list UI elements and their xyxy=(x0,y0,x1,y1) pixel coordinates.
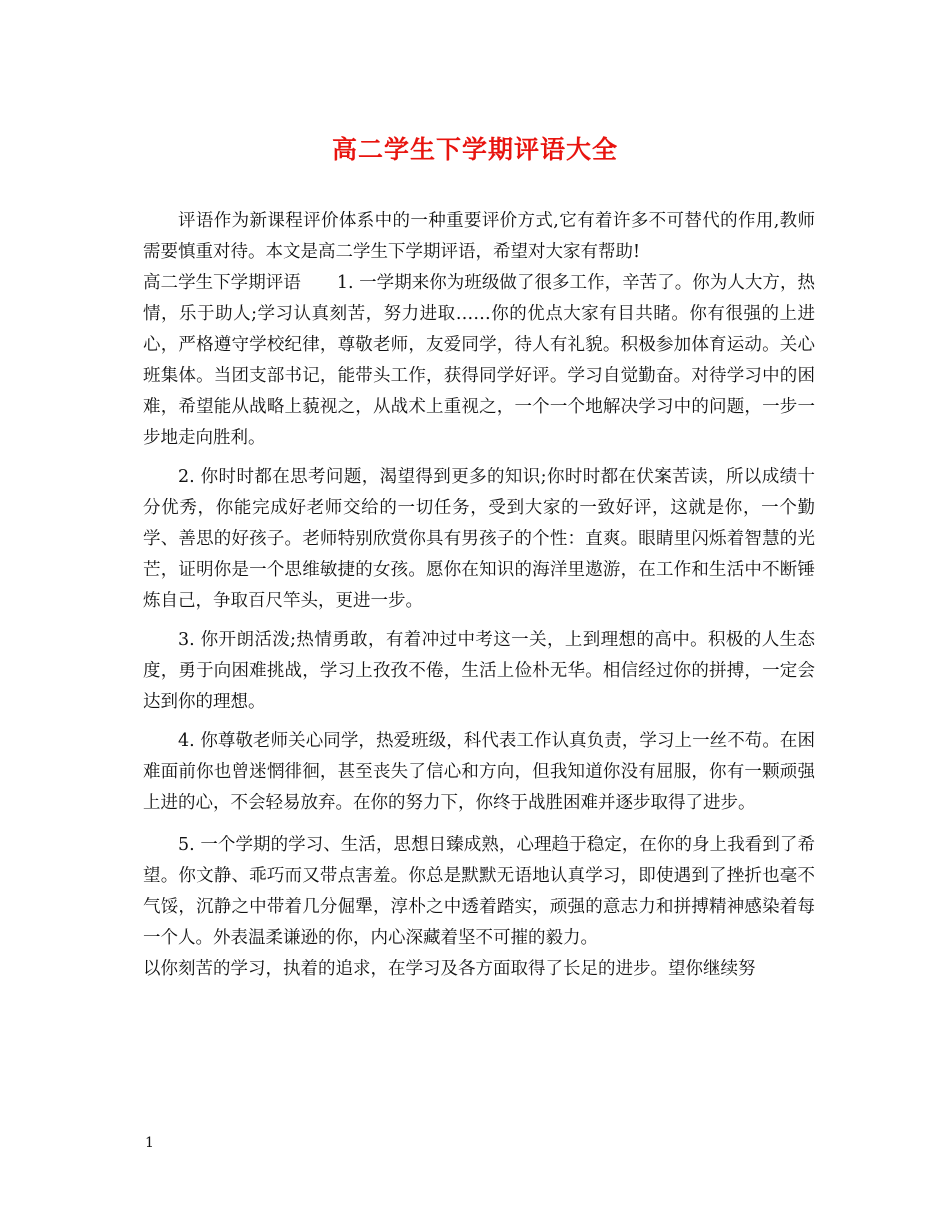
paragraph-2: 2. 你时时都在思考问题，渴望得到更多的知识;你时时都在伏案苦读，所以成绩十分优秀，你能完成好老师交给的一切任务，受到大家的一致好评，这就是你，一个勤学、善思的好孩子。老师特别欣赏你具有男孩子的个性：直爽。眼睛里闪烁着智慧的光芒，证明你是一个思维敏捷的女孩。愿你在知识的海洋里遨游，在工作和生活中不断锤炼自己，争取百尺竿头，更进一步。 xyxy=(143,467,815,611)
section-heading: 高二学生下学期评语 xyxy=(143,273,301,293)
document-body xyxy=(143,206,815,984)
document-title: 高二学生下学期评语大全 xyxy=(331,135,618,164)
paragraph-5: 5. 一个学期的学习、生活，思想日臻成熟，心理趋于稳定，在你的身上我看到了希望。你文静、乖巧而又带点害羞。你总是默默无语地认真学习，即使遇到了挫折也毫不气馁，沉静之中带着几分倔犟，淳朴之中透着踏实，顽强的意志力和拼搏精神感染着每一个人。外表温柔谦逊的你，内心深藏着坚不可摧的毅力。 xyxy=(143,835,815,948)
intro-paragraph: 评语作为新课程评价体系中的一种重要评价方式,它有着许多不可替代的作用,教师需要慎重对待。本文是高二学生下学期评语，希望对大家有帮助! xyxy=(143,211,815,262)
paragraph-1-text: 1. 一学期来你为班级做了很多工作，辛苦了。你为人大方，热情，乐于助人;学习认真刻苦，努力进取……你的优点大家有目共睹。你有很强的上进心，严格遵守学校纪律，尊敬老师，友爱同学，待人有礼貌。积极参加体育运动。关心班集体。当团支部书记，能带头工作，获得同学好评。学习自觉勤奋。对待学习中的困难，希望能从战略上藐视之，从战术上重视之，一个一个地解决学习中的问题，一步一步地走向胜利。 xyxy=(143,273,816,448)
paragraph-3: 3. 你开朗活泼;热情勇敢，有着冲过中考这一关，上到理想的高中。积极的人生态度，勇于向困难挑战，学习上孜孜不倦，生活上俭朴无华。相信经过你的拼搏，一定会达到你的理想。 xyxy=(143,630,815,712)
paragraph-6: 以你刻苦的学习，执着的追求，在学习及各方面取得了长足的进步。望你继续努 xyxy=(143,959,756,979)
paragraph-1 xyxy=(143,268,815,454)
page-number: 1 xyxy=(145,1135,154,1151)
paragraph-4: 4. 你尊敬老师关心同学，热爱班级，科代表工作认真负责，学习上一丝不苟。在困难面前你也曾迷惘徘徊，甚至丧失了信心和方向，但我知道你没有屈服，你有一颗顽强上进的心，不会轻易放弃。在你的努力下，你终于战胜困难并逐步取得了进步。 xyxy=(143,731,815,813)
